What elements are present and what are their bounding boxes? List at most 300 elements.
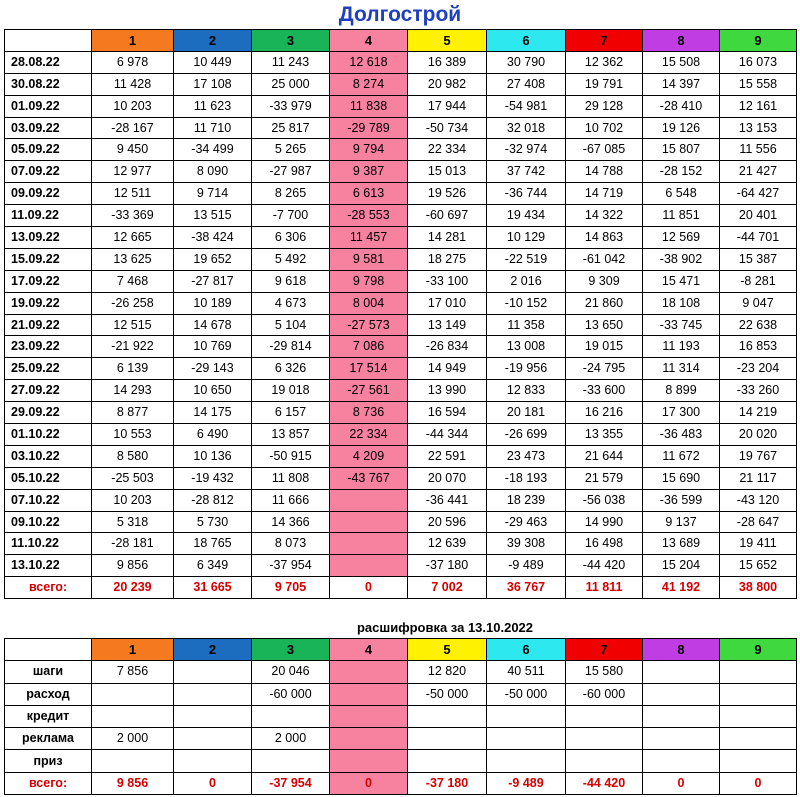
- breakdown-total-cell: -37 180: [408, 772, 487, 794]
- value-cell: 14 281: [408, 227, 487, 249]
- total-row: [5, 577, 797, 599]
- value-cell: 6 157: [252, 402, 330, 424]
- breakdown-cell: [720, 750, 797, 772]
- value-cell: 11 672: [643, 445, 720, 467]
- value-cell: 10 189: [174, 292, 252, 314]
- value-cell: 8 265: [252, 183, 330, 205]
- date-cell: 01.10.22: [5, 424, 92, 446]
- date-cell: 23.09.22: [5, 336, 92, 358]
- breakdown-row: [5, 683, 797, 705]
- date-cell: 19.09.22: [5, 292, 92, 314]
- value-cell: -28 167: [92, 117, 174, 139]
- column-header-2: 2: [174, 639, 252, 661]
- breakdown-row: [5, 661, 797, 683]
- value-cell: -54 981: [487, 95, 566, 117]
- value-cell: 14 678: [174, 314, 252, 336]
- value-cell: 10 769: [174, 336, 252, 358]
- value-cell: 12 639: [408, 533, 487, 555]
- value-cell: 22 334: [408, 139, 487, 161]
- value-cell: 32 018: [487, 117, 566, 139]
- value-cell: 11 808: [252, 467, 330, 489]
- breakdown-cell: 2 000: [92, 728, 174, 750]
- value-cell: 10 650: [174, 380, 252, 402]
- value-cell: -34 499: [174, 139, 252, 161]
- column-header-1: 1: [92, 639, 174, 661]
- table-row: [5, 336, 797, 358]
- value-cell: 10 203: [92, 489, 174, 511]
- breakdown-header-row: [5, 639, 797, 661]
- value-cell: 23 473: [487, 445, 566, 467]
- breakdown-cell: [330, 661, 408, 683]
- value-cell: -25 503: [92, 467, 174, 489]
- value-cell: 10 129: [487, 227, 566, 249]
- value-cell: 13 857: [252, 424, 330, 446]
- value-cell: 30 790: [487, 51, 566, 73]
- breakdown-cell: [643, 661, 720, 683]
- breakdown-cell: 12 820: [408, 661, 487, 683]
- value-cell: 7 086: [330, 336, 408, 358]
- breakdown-cell: [174, 728, 252, 750]
- value-cell: -19 956: [487, 358, 566, 380]
- breakdown-total-cell: 0: [174, 772, 252, 794]
- breakdown-cell: [720, 661, 797, 683]
- value-cell: -9 489: [487, 555, 566, 577]
- value-cell: 22 591: [408, 445, 487, 467]
- value-cell: 16 389: [408, 51, 487, 73]
- value-cell: 15 690: [643, 467, 720, 489]
- value-cell: [330, 489, 408, 511]
- total-cell: 41 192: [643, 577, 720, 599]
- date-cell: 11.09.22: [5, 205, 92, 227]
- main-table: [4, 29, 797, 599]
- date-cell: 01.09.22: [5, 95, 92, 117]
- value-cell: 6 306: [252, 227, 330, 249]
- breakdown-cell: [92, 683, 174, 705]
- main-header-row: [5, 30, 797, 52]
- value-cell: 15 558: [720, 73, 797, 95]
- total-label: всего:: [5, 577, 92, 599]
- value-cell: 9 137: [643, 511, 720, 533]
- breakdown-label: шаги: [5, 661, 92, 683]
- value-cell: -33 369: [92, 205, 174, 227]
- value-cell: 9 450: [92, 139, 174, 161]
- value-cell: 5 265: [252, 139, 330, 161]
- value-cell: 18 275: [408, 248, 487, 270]
- column-header-7: 7: [566, 30, 643, 52]
- value-cell: 16 853: [720, 336, 797, 358]
- breakdown-cell: [643, 728, 720, 750]
- total-cell: 38 800: [720, 577, 797, 599]
- breakdown-row: [5, 728, 797, 750]
- value-cell: 19 126: [643, 117, 720, 139]
- value-cell: 15 471: [643, 270, 720, 292]
- table-row: [5, 380, 797, 402]
- total-cell: 0: [330, 577, 408, 599]
- value-cell: 12 511: [92, 183, 174, 205]
- value-cell: -23 204: [720, 358, 797, 380]
- breakdown-total-cell: 0: [643, 772, 720, 794]
- breakdown-cell: 40 511: [487, 661, 566, 683]
- value-cell: 15 508: [643, 51, 720, 73]
- date-cell: 11.10.22: [5, 533, 92, 555]
- table-row: [5, 227, 797, 249]
- value-cell: 21 860: [566, 292, 643, 314]
- breakdown-cell: [566, 750, 643, 772]
- total-cell: 11 811: [566, 577, 643, 599]
- value-cell: [330, 555, 408, 577]
- breakdown-cell: [252, 705, 330, 727]
- value-cell: 19 526: [408, 183, 487, 205]
- value-cell: -8 281: [720, 270, 797, 292]
- date-cell: 05.09.22: [5, 139, 92, 161]
- value-cell: 11 556: [720, 139, 797, 161]
- value-cell: 6 139: [92, 358, 174, 380]
- value-cell: 9 387: [330, 161, 408, 183]
- value-cell: -27 987: [252, 161, 330, 183]
- column-header-7: 7: [566, 639, 643, 661]
- breakdown-cell: [643, 705, 720, 727]
- value-cell: [330, 511, 408, 533]
- breakdown-row: [5, 705, 797, 727]
- breakdown-total-cell: -37 954: [252, 772, 330, 794]
- breakdown-cell: [643, 750, 720, 772]
- breakdown-label: приз: [5, 750, 92, 772]
- column-header-8: 8: [643, 30, 720, 52]
- value-cell: 5 730: [174, 511, 252, 533]
- table-row: [5, 73, 797, 95]
- value-cell: -43 120: [720, 489, 797, 511]
- value-cell: 6 548: [643, 183, 720, 205]
- value-cell: -22 519: [487, 248, 566, 270]
- table-row: [5, 95, 797, 117]
- value-cell: -50 915: [252, 445, 330, 467]
- breakdown-cell: -50 000: [408, 683, 487, 705]
- breakdown-cell: 20 046: [252, 661, 330, 683]
- value-cell: 11 193: [643, 336, 720, 358]
- date-cell: 13.10.22: [5, 555, 92, 577]
- value-cell: 14 990: [566, 511, 643, 533]
- table-row: [5, 489, 797, 511]
- value-cell: 11 457: [330, 227, 408, 249]
- breakdown-row: [5, 750, 797, 772]
- value-cell: 10 449: [174, 51, 252, 73]
- breakdown-cell: [330, 728, 408, 750]
- value-cell: 13 515: [174, 205, 252, 227]
- value-cell: 12 665: [92, 227, 174, 249]
- value-cell: 18 765: [174, 533, 252, 555]
- value-cell: 21 427: [720, 161, 797, 183]
- value-cell: 9 714: [174, 183, 252, 205]
- breakdown-cell: [330, 750, 408, 772]
- value-cell: -56 038: [566, 489, 643, 511]
- date-cell: 09.09.22: [5, 183, 92, 205]
- column-header-5: 5: [408, 30, 487, 52]
- breakdown-cell: [408, 750, 487, 772]
- breakdown-total-cell: 0: [330, 772, 408, 794]
- breakdown-cell: [487, 728, 566, 750]
- value-cell: -36 441: [408, 489, 487, 511]
- column-header-3: 3: [252, 639, 330, 661]
- value-cell: 5 492: [252, 248, 330, 270]
- breakdown-cell: [566, 728, 643, 750]
- value-cell: -29 814: [252, 336, 330, 358]
- value-cell: -33 745: [643, 314, 720, 336]
- value-cell: -18 193: [487, 467, 566, 489]
- value-cell: 11 428: [92, 73, 174, 95]
- value-cell: 14 949: [408, 358, 487, 380]
- value-cell: 20 596: [408, 511, 487, 533]
- value-cell: 16 498: [566, 533, 643, 555]
- total-cell: 7 002: [408, 577, 487, 599]
- value-cell: 13 149: [408, 314, 487, 336]
- value-cell: 25 817: [252, 117, 330, 139]
- breakdown-cell: [720, 705, 797, 727]
- value-cell: 19 015: [566, 336, 643, 358]
- value-cell: 21 644: [566, 445, 643, 467]
- date-cell: 17.09.22: [5, 270, 92, 292]
- value-cell: -33 600: [566, 380, 643, 402]
- value-cell: 16 594: [408, 402, 487, 424]
- breakdown-cell: 15 580: [566, 661, 643, 683]
- value-cell: 19 018: [252, 380, 330, 402]
- value-cell: 8 736: [330, 402, 408, 424]
- value-cell: 6 613: [330, 183, 408, 205]
- breakdown-label: кредит: [5, 705, 92, 727]
- table-row: [5, 402, 797, 424]
- total-cell: 9 705: [252, 577, 330, 599]
- column-header-1: 1: [92, 30, 174, 52]
- breakdown-cell: 7 856: [92, 661, 174, 683]
- value-cell: 14 719: [566, 183, 643, 205]
- breakdown-cell: -50 000: [487, 683, 566, 705]
- value-cell: 37 742: [487, 161, 566, 183]
- breakdown-cell: [643, 683, 720, 705]
- value-cell: 11 710: [174, 117, 252, 139]
- value-cell: 4 209: [330, 445, 408, 467]
- value-cell: -28 812: [174, 489, 252, 511]
- value-cell: -37 954: [252, 555, 330, 577]
- value-cell: -27 561: [330, 380, 408, 402]
- value-cell: 8 580: [92, 445, 174, 467]
- value-cell: 16 073: [720, 51, 797, 73]
- breakdown-cell: [720, 728, 797, 750]
- date-cell: 05.10.22: [5, 467, 92, 489]
- breakdown-cell: [174, 683, 252, 705]
- value-cell: -61 042: [566, 248, 643, 270]
- value-cell: -32 974: [487, 139, 566, 161]
- breakdown-cell: [330, 683, 408, 705]
- value-cell: 10 553: [92, 424, 174, 446]
- value-cell: 6 978: [92, 51, 174, 73]
- value-cell: -24 795: [566, 358, 643, 380]
- breakdown-label: реклама: [5, 728, 92, 750]
- value-cell: 14 219: [720, 402, 797, 424]
- value-cell: 15 204: [643, 555, 720, 577]
- value-cell: -28 410: [643, 95, 720, 117]
- value-cell: 12 362: [566, 51, 643, 73]
- value-cell: 13 990: [408, 380, 487, 402]
- column-header-8: 8: [643, 639, 720, 661]
- table-row: [5, 445, 797, 467]
- value-cell: 19 652: [174, 248, 252, 270]
- value-cell: 11 243: [252, 51, 330, 73]
- value-cell: 12 833: [487, 380, 566, 402]
- table-row: [5, 424, 797, 446]
- value-cell: 20 982: [408, 73, 487, 95]
- value-cell: 12 161: [720, 95, 797, 117]
- value-cell: 21 579: [566, 467, 643, 489]
- value-cell: -29 463: [487, 511, 566, 533]
- value-cell: 9 618: [252, 270, 330, 292]
- value-cell: -28 152: [643, 161, 720, 183]
- value-cell: 14 397: [643, 73, 720, 95]
- column-header-4: 4: [330, 639, 408, 661]
- value-cell: 21 117: [720, 467, 797, 489]
- column-header-9: 9: [720, 639, 797, 661]
- value-cell: 12 515: [92, 314, 174, 336]
- value-cell: 12 977: [92, 161, 174, 183]
- value-cell: 20 181: [487, 402, 566, 424]
- value-cell: -50 734: [408, 117, 487, 139]
- value-cell: 39 308: [487, 533, 566, 555]
- breakdown-cell: -60 000: [252, 683, 330, 705]
- breakdown-total-cell: -9 489: [487, 772, 566, 794]
- value-cell: 16 216: [566, 402, 643, 424]
- value-cell: 6 326: [252, 358, 330, 380]
- value-cell: 14 322: [566, 205, 643, 227]
- value-cell: -36 483: [643, 424, 720, 446]
- value-cell: 20 020: [720, 424, 797, 446]
- value-cell: -33 260: [720, 380, 797, 402]
- value-cell: 12 618: [330, 51, 408, 73]
- value-cell: 9 794: [330, 139, 408, 161]
- table-row: [5, 292, 797, 314]
- value-cell: 8 090: [174, 161, 252, 183]
- value-cell: 8 274: [330, 73, 408, 95]
- value-cell: 9 856: [92, 555, 174, 577]
- value-cell: -44 344: [408, 424, 487, 446]
- value-cell: 22 334: [330, 424, 408, 446]
- value-cell: -29 789: [330, 117, 408, 139]
- column-header-9: 9: [720, 30, 797, 52]
- value-cell: 11 358: [487, 314, 566, 336]
- value-cell: 5 104: [252, 314, 330, 336]
- date-cell: 07.10.22: [5, 489, 92, 511]
- breakdown-cell: [720, 683, 797, 705]
- main-header-corner: [5, 30, 92, 52]
- total-cell: 36 767: [487, 577, 566, 599]
- value-cell: -60 697: [408, 205, 487, 227]
- value-cell: 8 004: [330, 292, 408, 314]
- column-header-6: 6: [487, 30, 566, 52]
- value-cell: 4 673: [252, 292, 330, 314]
- breakdown-cell: [174, 661, 252, 683]
- value-cell: -33 100: [408, 270, 487, 292]
- breakdown-cell: [408, 728, 487, 750]
- date-cell: 15.09.22: [5, 248, 92, 270]
- value-cell: 2 016: [487, 270, 566, 292]
- value-cell: -26 834: [408, 336, 487, 358]
- date-cell: 25.09.22: [5, 358, 92, 380]
- value-cell: 20 401: [720, 205, 797, 227]
- table-row: [5, 205, 797, 227]
- page-title: Долгострой: [338, 3, 462, 26]
- value-cell: -67 085: [566, 139, 643, 161]
- value-cell: 11 838: [330, 95, 408, 117]
- table-row: [5, 533, 797, 555]
- breakdown-cell: [566, 705, 643, 727]
- breakdown-label: расход: [5, 683, 92, 705]
- value-cell: 27 408: [487, 73, 566, 95]
- value-cell: 18 239: [487, 489, 566, 511]
- total-cell: 20 239: [92, 577, 174, 599]
- column-header-4: 4: [330, 30, 408, 52]
- table-row: [5, 183, 797, 205]
- value-cell: 11 314: [643, 358, 720, 380]
- value-cell: 14 175: [174, 402, 252, 424]
- value-cell: 15 013: [408, 161, 487, 183]
- table-row: [5, 248, 797, 270]
- value-cell: 13 625: [92, 248, 174, 270]
- value-cell: 8 899: [643, 380, 720, 402]
- column-header-6: 6: [487, 639, 566, 661]
- value-cell: 11 666: [252, 489, 330, 511]
- table-row: [5, 139, 797, 161]
- value-cell: 14 366: [252, 511, 330, 533]
- table-row: [5, 117, 797, 139]
- breakdown-cell: -60 000: [566, 683, 643, 705]
- date-cell: 07.09.22: [5, 161, 92, 183]
- value-cell: -19 432: [174, 467, 252, 489]
- breakdown-cell: [408, 705, 487, 727]
- value-cell: -7 700: [252, 205, 330, 227]
- value-cell: 13 008: [487, 336, 566, 358]
- value-cell: -29 143: [174, 358, 252, 380]
- table-row: [5, 467, 797, 489]
- value-cell: 6 490: [174, 424, 252, 446]
- breakdown-cell: [487, 705, 566, 727]
- breakdown-total-cell: 9 856: [92, 772, 174, 794]
- value-cell: -28 647: [720, 511, 797, 533]
- date-cell: 29.09.22: [5, 402, 92, 424]
- value-cell: 17 108: [174, 73, 252, 95]
- breakdown-total-label: всего:: [5, 772, 92, 794]
- value-cell: 25 000: [252, 73, 330, 95]
- value-cell: 29 128: [566, 95, 643, 117]
- breakdown-total-row: [5, 772, 797, 794]
- value-cell: -44 420: [566, 555, 643, 577]
- breakdown-cell: 2 000: [252, 728, 330, 750]
- value-cell: -38 902: [643, 248, 720, 270]
- value-cell: 10 136: [174, 445, 252, 467]
- value-cell: -27 817: [174, 270, 252, 292]
- value-cell: 17 300: [643, 402, 720, 424]
- date-cell: 28.08.22: [5, 51, 92, 73]
- breakdown-total-cell: -44 420: [566, 772, 643, 794]
- value-cell: 13 355: [566, 424, 643, 446]
- value-cell: -43 767: [330, 467, 408, 489]
- date-cell: 27.09.22: [5, 380, 92, 402]
- value-cell: 12 569: [643, 227, 720, 249]
- value-cell: -64 427: [720, 183, 797, 205]
- value-cell: -37 180: [408, 555, 487, 577]
- value-cell: 14 788: [566, 161, 643, 183]
- date-cell: 03.10.22: [5, 445, 92, 467]
- date-cell: 30.08.22: [5, 73, 92, 95]
- value-cell: 17 010: [408, 292, 487, 314]
- breakdown-cell: [92, 750, 174, 772]
- value-cell: [330, 533, 408, 555]
